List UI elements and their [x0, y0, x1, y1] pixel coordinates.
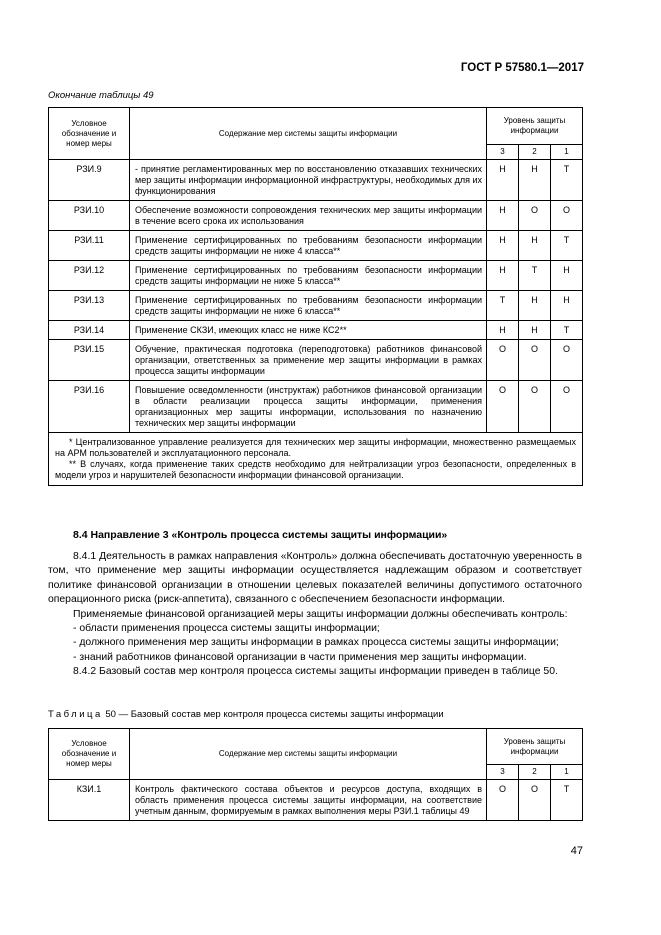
level-2-value: Т — [519, 261, 551, 291]
header-level: Уровень защиты информации — [487, 729, 583, 765]
header-level-3: 3 — [487, 765, 519, 780]
paragraph-8-4-2: 8.4.2 Базовый состав мер контроля процесса системы защиты информации приведен в таблице 50. — [73, 666, 558, 678]
level-2-value: О — [519, 381, 551, 433]
table-row — [49, 160, 583, 201]
header-code: Условное обозначение и номер меры — [49, 729, 130, 780]
header-level-2: 2 — [519, 765, 551, 780]
measure-code: РЗИ.16 — [49, 381, 130, 433]
table-row — [49, 321, 583, 340]
level-3-value: Н — [487, 231, 519, 261]
paragraph-8-4-1: 8.4.1 Деятельность в рамках направления «Контроль» должна обеспечивать достаточную уверенность в том, что применение мер защиты информации осуществляется надлежащим образом и соответствует политике финансовой организации в отношении целевых показателей величины допустимого остаточного операционного риска (риск-аппетита), связанного с обеспечением безопасности информации. — [48, 551, 582, 606]
level-3-value: Н — [487, 321, 519, 340]
level-1-value: О — [551, 201, 583, 231]
header-code: Условное обозначение и номер меры — [49, 108, 130, 160]
table-50 — [48, 728, 583, 821]
measure-description: Применение сертифицированных по требованиям безопасности информации средств защиты информации не ниже 5 класса** — [130, 261, 487, 291]
measure-description: Применение сертифицированных по требованиям безопасности информации средств защиты информации не ниже 4 класса** — [130, 231, 487, 261]
paragraph-control: Применяемые финансовой организацией меры защиты информации должны обеспечивать контроль: — [73, 608, 568, 620]
level-3-value: О — [487, 780, 519, 821]
level-2-value: О — [519, 201, 551, 231]
measure-code: РЗИ.12 — [49, 261, 130, 291]
level-1-value: О — [551, 381, 583, 433]
page-number: 47 — [570, 845, 583, 857]
level-2-value: Н — [519, 291, 551, 321]
table-row — [49, 381, 583, 433]
header-level-3: 3 — [487, 145, 519, 160]
table-row — [49, 291, 583, 321]
measure-description: - принятие регламентированных мер по восстановлению отказавших технических мер защиты информации информационной инфраструктуры, необходимых для их функционирования — [130, 160, 487, 201]
note-2: ** В случаях, когда применение таких средств необходимо для нейтрализации угроз безопасности, определенных в модели угроз и нарушителей безопасности информации финансовой организации. — [55, 459, 576, 480]
level-3-value: О — [487, 340, 519, 381]
level-2-value: Н — [519, 160, 551, 201]
level-1-value: Н — [551, 261, 583, 291]
level-1-value: Т — [551, 160, 583, 201]
list-item: - знаний работников финансовой организации в части применения мер защиты информации. — [73, 651, 527, 663]
level-2-value: Н — [519, 231, 551, 261]
measure-code: РЗИ.13 — [49, 291, 130, 321]
header-level-2: 2 — [519, 145, 551, 160]
table50-caption — [48, 709, 444, 720]
section-title: 8.4 Направление 3 «Контроль процесса системы защиты информации» — [73, 529, 448, 541]
list-item: - должного применения мер защиты информации в рамках процесса системы защиты информации; — [73, 637, 559, 649]
table49-notes — [49, 433, 583, 486]
table50-caption-text: 50 — Базовый состав мер контроля процесса системы защиты информации — [105, 709, 444, 720]
level-1-value: Н — [551, 291, 583, 321]
measure-code: РЗИ.9 — [49, 160, 130, 201]
measure-description: Применение сертифицированных по требованиям безопасности информации средств защиты информации не ниже 6 класса** — [130, 291, 487, 321]
level-1-value: О — [551, 340, 583, 381]
measure-description: Повышение осведомленности (инструктаж) работников финансовой организации в области реализации процесса защиты информации, применения организационных мер защиты информации, использования по назначению технических мер защиты информации — [130, 381, 487, 433]
list-item: - области применения процесса системы защиты информации; — [73, 623, 380, 635]
level-3-value: Н — [487, 160, 519, 201]
measure-code: РЗИ.14 — [49, 321, 130, 340]
note-1: * Централизованное управление реализуется для технических мер защиты информации, множественно размещаемых на АРМ пользователей и эксплуатационного персонала. — [55, 437, 576, 458]
table-row — [49, 340, 583, 381]
measure-description: Контроль фактического состава объектов и ресурсов доступа, входящих в область применения процесса системы защиты информации, на соответствие учетным данным, формируемым в рамках выполнения меры РЗИ.1 таблицы 49 — [130, 780, 487, 821]
table-row — [49, 780, 583, 821]
header-content: Содержание мер системы защиты информации — [130, 108, 487, 160]
level-1-value: Т — [551, 780, 583, 821]
table-49 — [48, 107, 583, 486]
level-3-value: Т — [487, 291, 519, 321]
table49-caption: Окончание таблицы 49 — [48, 90, 154, 101]
header-level-1: 1 — [551, 765, 583, 780]
table-row — [49, 201, 583, 231]
measure-description: Обеспечение возможности сопровождения технических мер защиты информации в течение всего срока их использования — [130, 201, 487, 231]
measure-code: КЗИ.1 — [49, 780, 130, 821]
header-level-1: 1 — [551, 145, 583, 160]
header-content: Содержание мер системы защиты информации — [130, 729, 487, 780]
level-2-value: Н — [519, 321, 551, 340]
level-2-value: О — [519, 340, 551, 381]
table-row — [49, 231, 583, 261]
level-3-value: Н — [487, 201, 519, 231]
level-1-value: Т — [551, 321, 583, 340]
level-2-value: О — [519, 780, 551, 821]
measure-code: РЗИ.15 — [49, 340, 130, 381]
measure-description: Применение СКЗИ, имеющих класс не ниже КС2** — [130, 321, 487, 340]
level-3-value: О — [487, 381, 519, 433]
measure-description: Обучение, практическая подготовка (переподготовка) работников финансовой организации, ответственных за применение мер защиты информации в рамках процесса защиты информации — [130, 340, 487, 381]
header-level: Уровень защиты информации — [487, 108, 583, 145]
measure-code: РЗИ.10 — [49, 201, 130, 231]
document-header: ГОСТ Р 57580.1—2017 — [460, 62, 584, 74]
level-3-value: Н — [487, 261, 519, 291]
table-row — [49, 261, 583, 291]
table50-caption-word: Таблица — [48, 709, 103, 720]
level-1-value: Т — [551, 231, 583, 261]
section-body — [48, 550, 582, 680]
measure-code: РЗИ.11 — [49, 231, 130, 261]
